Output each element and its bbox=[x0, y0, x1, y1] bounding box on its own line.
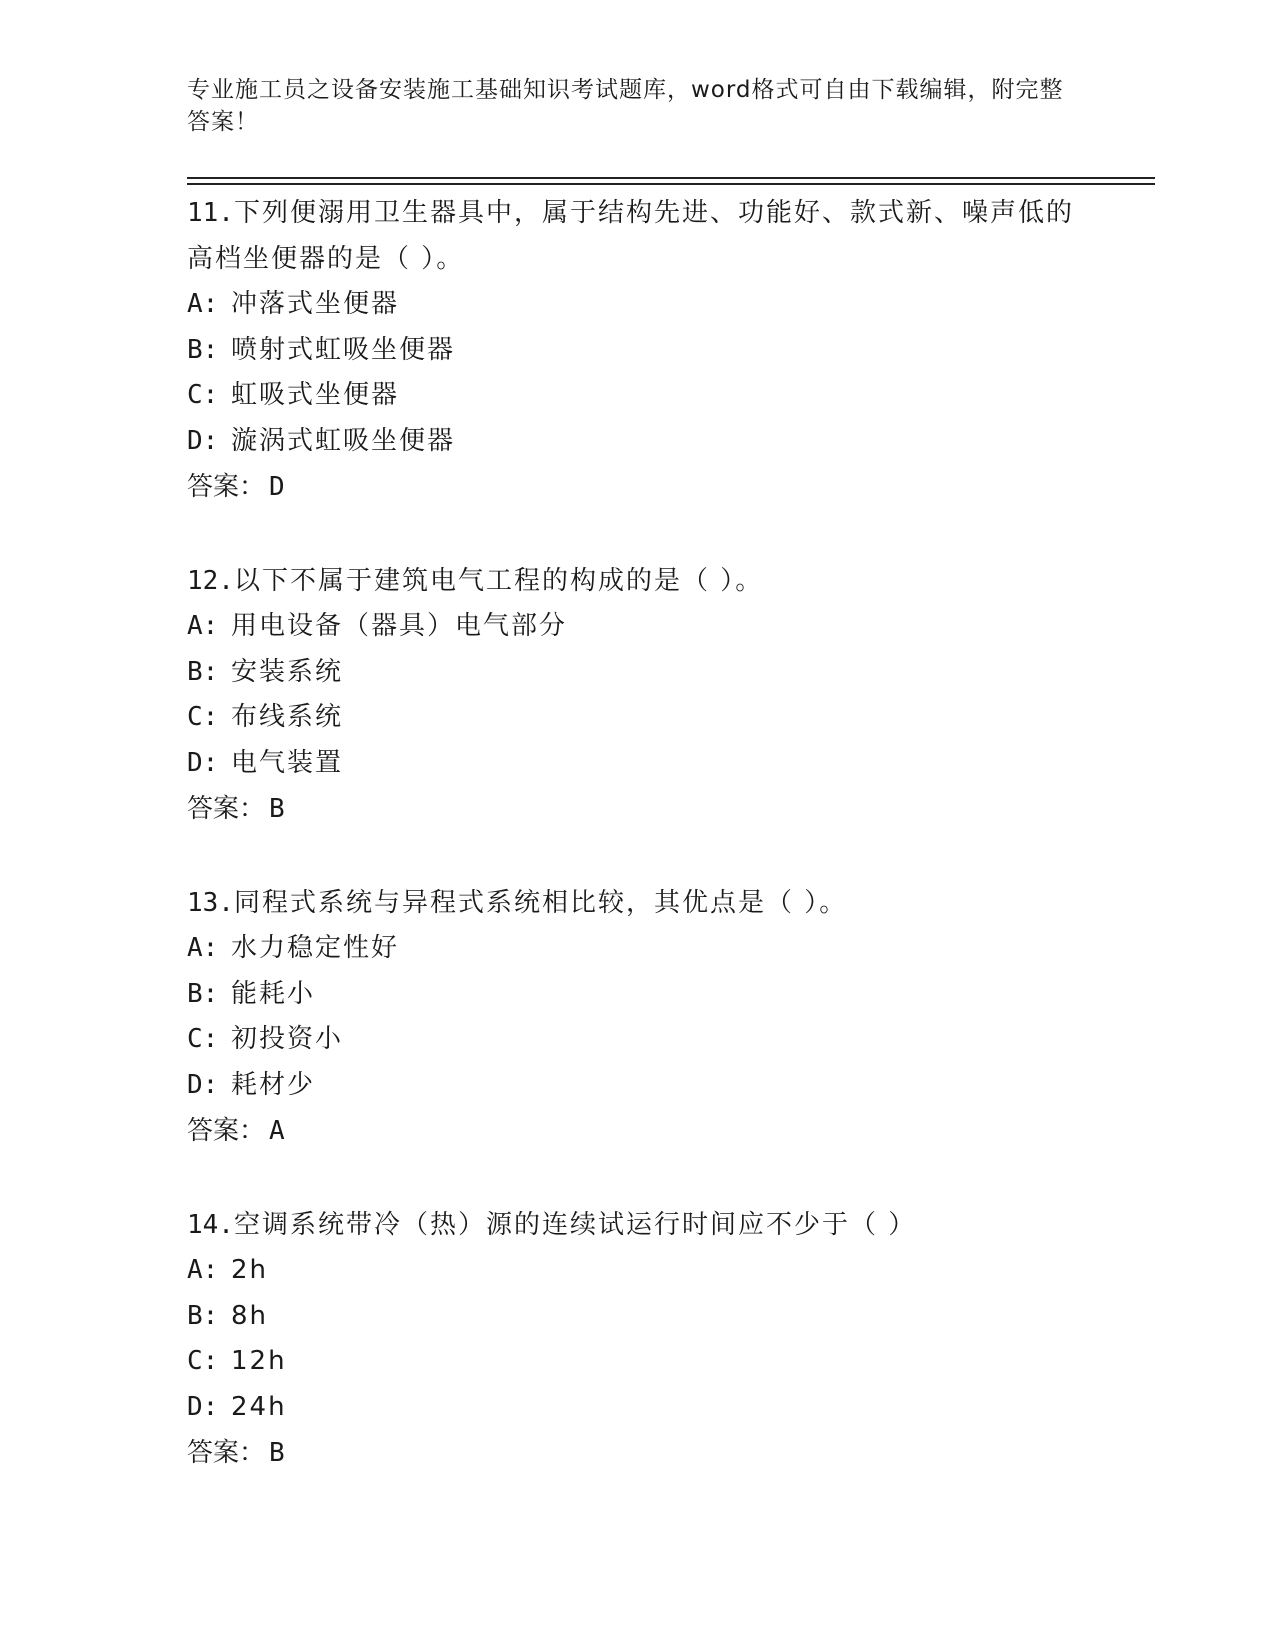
question-text: 以下不属于建筑电气工程的构成的是（ ）。 bbox=[233, 566, 764, 596]
question-stem bbox=[187, 190, 1087, 282]
question-13 bbox=[187, 880, 1087, 1154]
option-text: 喷射式虹吸坐便器 bbox=[231, 334, 456, 365]
option-letter: C: bbox=[187, 1024, 219, 1054]
question-text: 同程式系统与异程式系统相比较，其优点是（ ）。 bbox=[233, 888, 848, 918]
option-text: 安装系统 bbox=[231, 656, 344, 687]
option-text: 12h bbox=[231, 1346, 287, 1376]
option-letter: B: bbox=[187, 334, 219, 365]
option-a bbox=[187, 282, 1087, 328]
option-c bbox=[187, 695, 1087, 741]
option-a bbox=[187, 604, 1087, 650]
option-letter: A: bbox=[187, 933, 219, 963]
option-d bbox=[187, 1063, 1087, 1109]
option-b bbox=[187, 328, 1087, 374]
answer-label: 答案： bbox=[187, 1116, 266, 1146]
option-letter: B: bbox=[187, 656, 219, 687]
answer-label: 答案： bbox=[187, 794, 266, 824]
answer-label: 答案： bbox=[187, 472, 266, 502]
option-letter: D: bbox=[187, 425, 219, 456]
option-letter: C: bbox=[187, 1346, 219, 1376]
question-number: 13. bbox=[187, 888, 234, 918]
option-letter: D: bbox=[187, 1069, 219, 1100]
question-number: 11. bbox=[187, 198, 234, 228]
answer-value: B bbox=[269, 1438, 285, 1468]
question-stem bbox=[187, 880, 1087, 926]
option-c bbox=[187, 373, 1087, 419]
option-text: 电气装置 bbox=[231, 747, 344, 778]
option-text: 2h bbox=[231, 1255, 269, 1285]
question-stem bbox=[187, 1202, 1087, 1248]
answer bbox=[187, 464, 1087, 510]
answer-value: D bbox=[269, 472, 285, 502]
option-letter: D: bbox=[187, 1391, 219, 1422]
option-text: 8h bbox=[231, 1300, 269, 1331]
question-stem bbox=[187, 558, 1087, 604]
option-c bbox=[187, 1339, 1087, 1385]
question-number: 14. bbox=[187, 1210, 234, 1240]
option-text: 漩涡式虹吸坐便器 bbox=[231, 425, 456, 456]
option-text: 水力稳定性好 bbox=[231, 933, 400, 963]
option-c bbox=[187, 1017, 1087, 1063]
option-letter: C: bbox=[187, 702, 219, 732]
answer-value: B bbox=[269, 794, 285, 824]
header-rule-top bbox=[187, 177, 1155, 179]
header-rule-bottom bbox=[187, 183, 1155, 185]
option-letter: B: bbox=[187, 978, 219, 1009]
option-text: 虹吸式坐便器 bbox=[231, 380, 400, 410]
option-letter: C: bbox=[187, 380, 219, 410]
question-list bbox=[187, 190, 1087, 1524]
option-d bbox=[187, 1385, 1087, 1431]
answer-label: 答案： bbox=[187, 1438, 266, 1468]
question-14 bbox=[187, 1202, 1087, 1476]
option-letter: D: bbox=[187, 747, 219, 778]
question-11 bbox=[187, 190, 1087, 510]
page-header: 专业施工员之设备安装施工基础知识考试题库，word格式可自由下载编辑，附完整答案！ bbox=[187, 77, 1064, 135]
option-letter: A: bbox=[187, 1255, 219, 1285]
option-b bbox=[187, 650, 1087, 696]
option-text: 初投资小 bbox=[231, 1024, 344, 1054]
option-text: 冲落式坐便器 bbox=[231, 289, 400, 319]
question-12 bbox=[187, 558, 1087, 832]
option-letter: A: bbox=[187, 611, 219, 641]
option-b bbox=[187, 1294, 1087, 1340]
answer bbox=[187, 1108, 1087, 1154]
option-d bbox=[187, 741, 1087, 787]
option-text: 24h bbox=[231, 1391, 287, 1422]
question-number: 12. bbox=[187, 566, 234, 596]
answer-value: A bbox=[269, 1116, 285, 1146]
question-text: 下列便溺用卫生器具中，属于结构先进、功能好、款式新、噪声低的高档坐便器的是（ ）。 bbox=[187, 198, 1074, 274]
answer bbox=[187, 786, 1087, 832]
option-d bbox=[187, 419, 1087, 465]
option-text: 耗材少 bbox=[231, 1069, 316, 1100]
option-letter: A: bbox=[187, 289, 219, 319]
question-text: 空调系统带冷（热）源的连续试运行时间应不少于（ ） bbox=[233, 1210, 917, 1240]
option-text: 用电设备（器具）电气部分 bbox=[231, 611, 568, 641]
option-text: 布线系统 bbox=[231, 702, 344, 732]
option-a bbox=[187, 926, 1087, 972]
option-letter: B: bbox=[187, 1300, 219, 1331]
option-text: 能耗小 bbox=[231, 978, 316, 1009]
option-a bbox=[187, 1248, 1087, 1294]
option-b bbox=[187, 972, 1087, 1018]
answer bbox=[187, 1430, 1087, 1476]
